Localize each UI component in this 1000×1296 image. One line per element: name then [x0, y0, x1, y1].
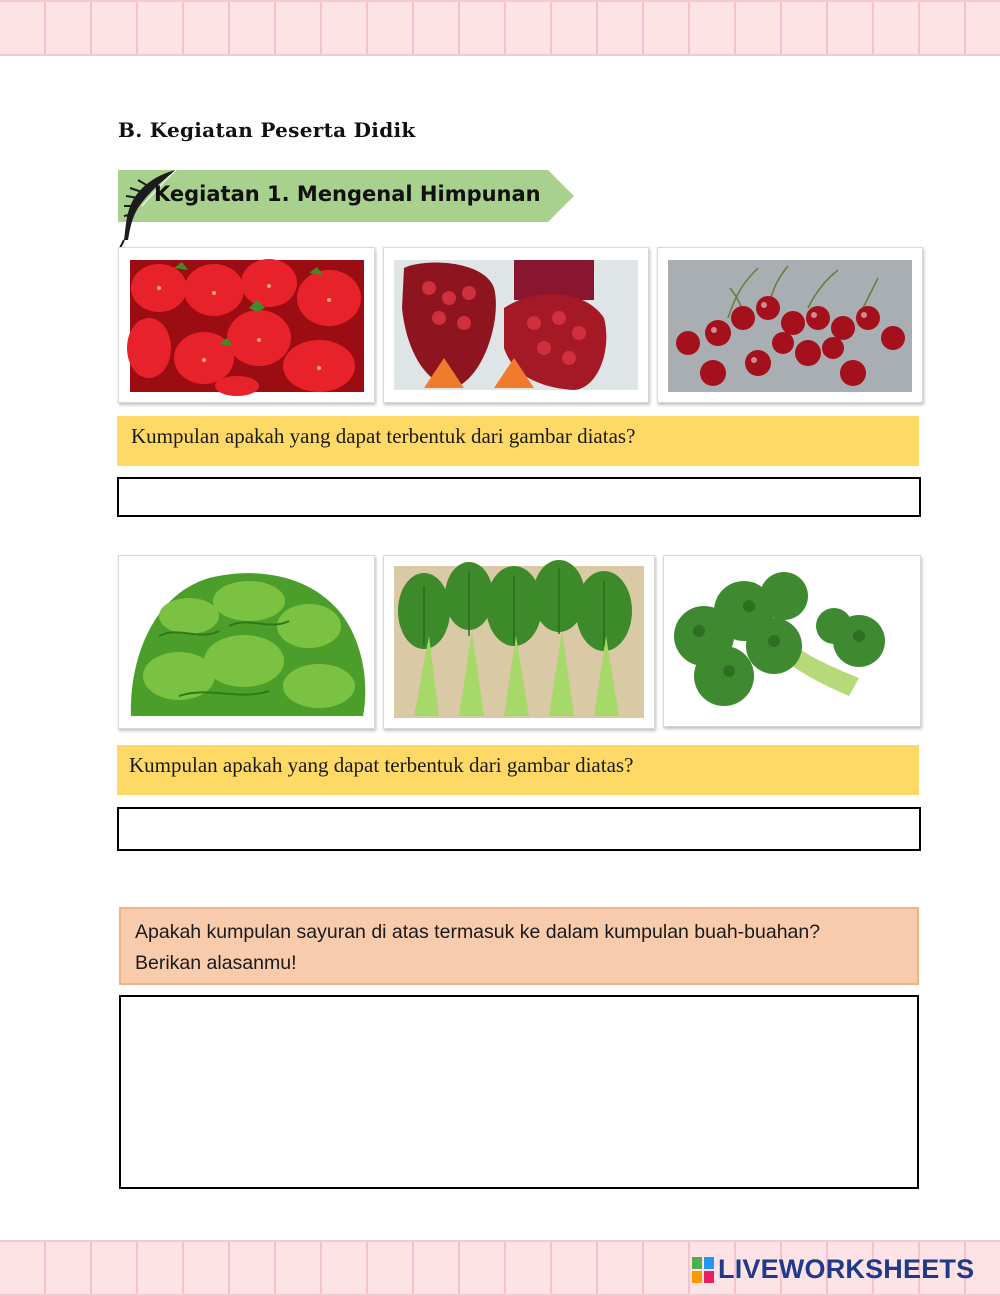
cherries-photo — [657, 247, 923, 403]
activity-label: Kegiatan 1. Mengenal Himpunan — [154, 182, 541, 206]
pomegranate-photo — [383, 247, 649, 403]
activity-banner — [118, 168, 574, 224]
liveworksheets-logo — [692, 1254, 974, 1285]
fruit-photo-row — [118, 247, 923, 403]
vegetable-answer-field[interactable] — [117, 807, 921, 851]
liveworksheets-logo-icon — [692, 1257, 714, 1283]
bok-choy-photo — [383, 555, 655, 729]
fruit-question-box — [117, 416, 919, 466]
reason-question-line-1: Apakah kumpulan sayuran di atas termasuk ke dalam kumpulan buah-buahan? — [135, 921, 821, 943]
reason-question-box — [119, 907, 919, 985]
vegetable-question-box — [117, 745, 919, 795]
fruit-answer-field[interactable] — [117, 477, 921, 517]
lettuce-photo — [118, 555, 375, 729]
vegetable-photo-row — [118, 555, 921, 729]
strawberries-photo — [118, 247, 375, 403]
broccoli-photo — [663, 555, 921, 727]
reason-question-text — [135, 917, 895, 979]
quill-feather-icon — [118, 168, 182, 248]
reason-question-line-2: Berikan alasanmu! — [135, 952, 297, 974]
liveworksheets-brand-text: LIVEWORKSHEETS — [718, 1254, 975, 1284]
section-title: B. Kegiatan Peserta Didik — [118, 118, 416, 142]
fruit-question-text: Kumpulan apakah yang dapat terbentuk dari gambar diatas? — [131, 424, 636, 448]
reason-answer-field[interactable] — [119, 995, 919, 1189]
vegetable-question-text: Kumpulan apakah yang dapat terbentuk dari gambar diatas? — [129, 753, 634, 777]
top-decorative-border — [0, 0, 1000, 56]
